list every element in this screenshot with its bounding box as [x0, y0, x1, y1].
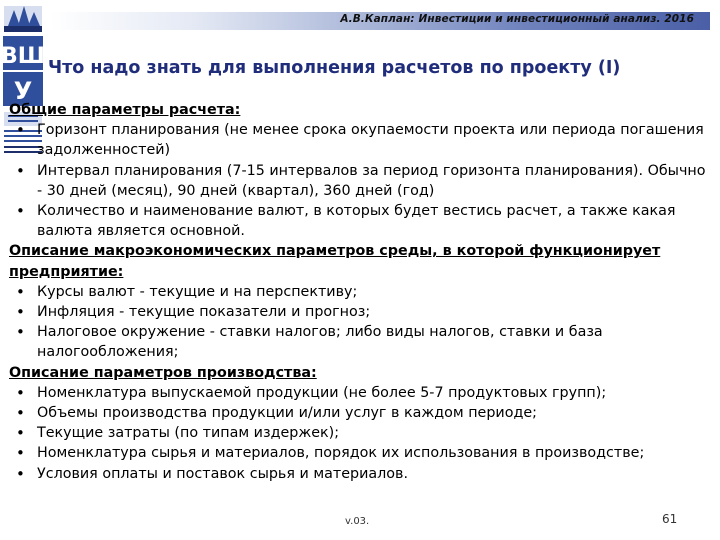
page-title: Что надо знать для выполнения расчетов по проекту (I)	[48, 58, 621, 78]
section-heading: Описание макроэкономических параметров среды, в которой функционирует предприятие:	[9, 243, 661, 280]
version-label: v.03.	[345, 516, 370, 527]
list-item: • Объемы производства продукции и/или услуг в каждом периоде;	[9, 403, 709, 423]
section-heading: Общие параметры расчета:	[9, 102, 241, 118]
section-heading: Описание параметров производства:	[9, 364, 317, 381]
section-production	[9, 363, 709, 484]
list-item: • Условия оплаты и поставок сырья и материалов.	[9, 464, 709, 484]
svg-text:У: У	[13, 77, 33, 105]
list-item: • Инфляция - текущие показатели и прогноз;	[9, 302, 709, 322]
list-item: • Налоговое окружение - ставки налогов; либо виды налогов, ставки и база налогообложения;	[9, 322, 709, 362]
section-macro	[9, 241, 709, 362]
list-item: • Интервал планирования (7-15 интервалов за период горизонта планирования). Обычно - 30 дней (месяц), 90 дней (квартал), 360 дней (год)	[9, 161, 709, 201]
list-item: • Текущие затраты (по типам издержек);	[9, 423, 709, 443]
page-number: 61	[662, 512, 678, 526]
bullet-list	[9, 120, 709, 241]
section-general	[9, 100, 709, 241]
list-item: • Горизонт планирования (не менее срока окупаемости проекта или периода погашения задолженностей)	[9, 120, 709, 160]
bullet-list	[9, 282, 709, 363]
list-item: • Номенклатура сырья и материалов, порядок их использования в производстве;	[9, 443, 709, 463]
bullet-list	[9, 383, 709, 484]
header-citation: А.В.Каплан: Инвестиции и инвестиционный анализ. 2016	[340, 13, 694, 25]
list-item: • Номенклатура выпускаемой продукции (не более 5-7 продуктовых групп);	[9, 383, 709, 403]
list-item: • Курсы валют - текущие и на перспективу;	[9, 282, 709, 302]
svg-text:ВШ: ВШ	[1, 44, 45, 69]
list-item: • Количество и наименование валют, в которых будет вестись расчет, а также какая валюта является основной.	[9, 201, 709, 241]
content-body	[9, 100, 709, 484]
